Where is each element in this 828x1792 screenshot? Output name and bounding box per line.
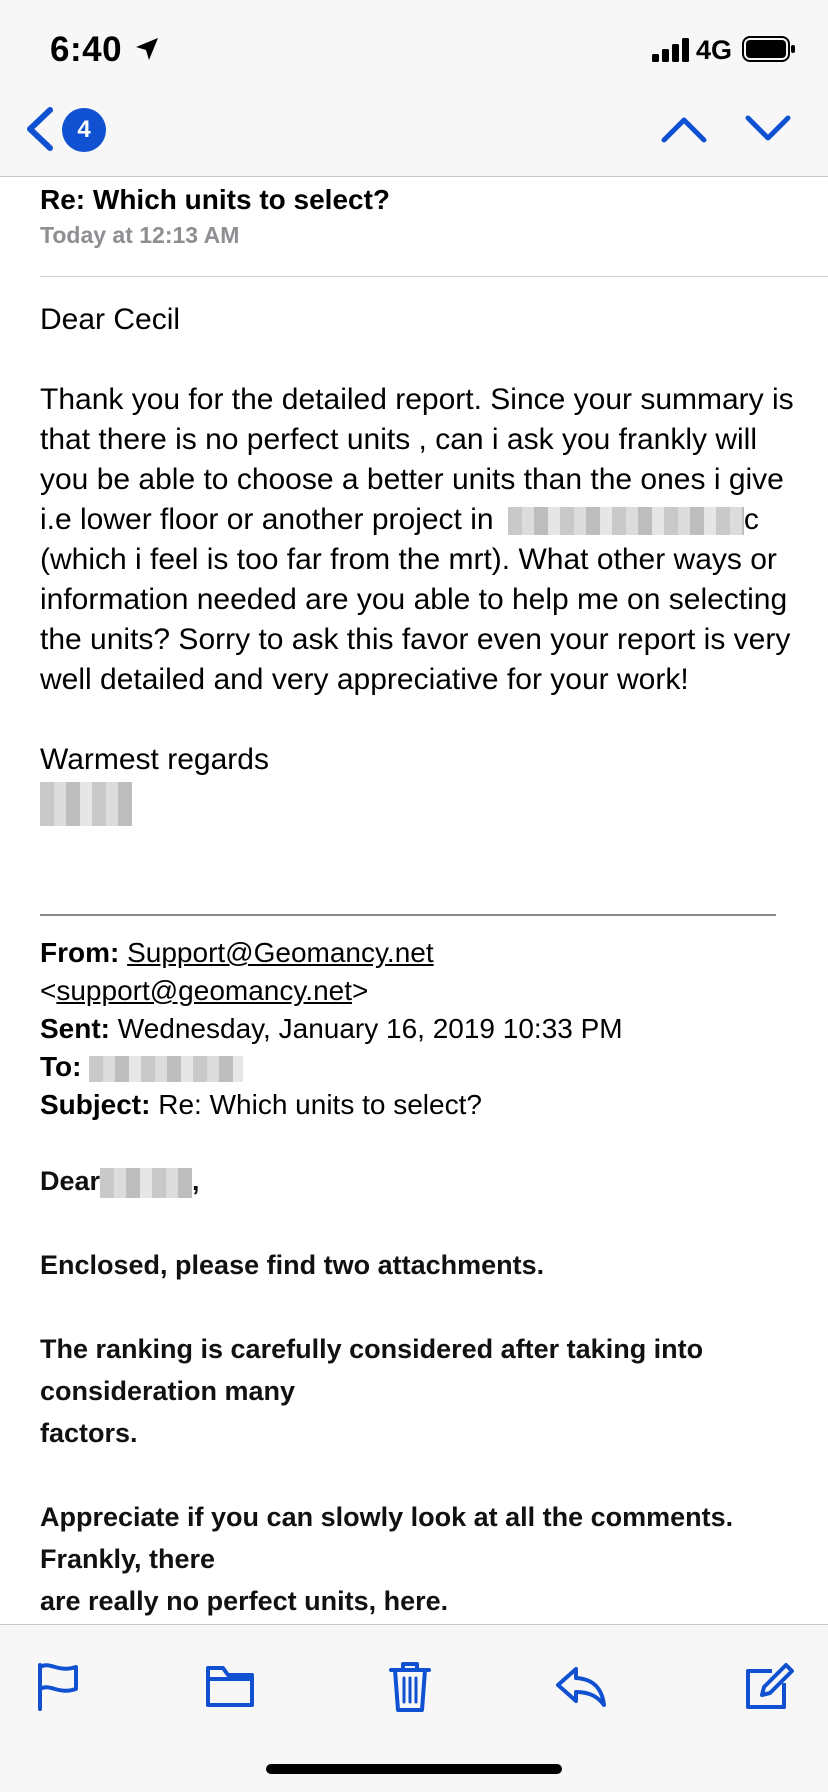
back-chevron-icon[interactable] (22, 106, 56, 152)
quoted-line-comments (40, 1496, 800, 1622)
ranking-text-cont: factors. (40, 1418, 138, 1448)
sent-value: Wednesday, January 16, 2019 10:33 PM (117, 1013, 623, 1044)
message-subject: Re: Which units to select? (40, 184, 391, 215)
ranking-text: The ranking is carefully considered after taking into consideration many (40, 1334, 704, 1406)
top-bar (0, 0, 828, 177)
reply-icon[interactable] (554, 1659, 608, 1713)
quoted-greeting: Dear , (40, 1166, 200, 1196)
quoted-from-email-row: <support@geomancy.net> (40, 975, 369, 1006)
network-type: 4G (696, 35, 733, 65)
comments-text-cont: are really no perfect units, here. (40, 1586, 449, 1616)
cellular-signal-icon (652, 38, 692, 62)
quoted-body (40, 1160, 800, 1664)
quoted-to-row (40, 1048, 800, 1086)
home-indicator[interactable] (266, 1764, 562, 1774)
redacted-sender-name (40, 782, 132, 826)
paragraph-text-end: c (which i feel is too far from the mrt). What other ways or information needed are you able to help me on selecting the units? Sorry to ask this favor even your report is very well detailed and very appreciative for your work! (40, 503, 791, 696)
subject-value: Re: Which units to select? (158, 1089, 482, 1120)
message-paragraph (40, 380, 800, 700)
location-arrow-icon (134, 36, 160, 62)
quoted-line-ranking (40, 1328, 800, 1454)
from-email-link[interactable]: support@geomancy.net (56, 975, 352, 1006)
battery-icon (742, 36, 796, 62)
flag-icon[interactable] (32, 1659, 86, 1713)
redacted-recipient (89, 1056, 243, 1082)
message-signoff: Warmest regards (40, 743, 269, 776)
status-time: 6:40 (50, 30, 123, 69)
message-date: Today at 12:13 AM (40, 222, 240, 248)
quoted-sent-row (40, 1010, 800, 1048)
header-divider (40, 276, 828, 277)
quoted-subject-row (40, 1086, 800, 1124)
message-body (40, 300, 800, 826)
to-label: To: (40, 1051, 82, 1082)
next-message-chevron-down-icon[interactable] (744, 112, 792, 146)
message-greeting: Dear Cecil (40, 303, 181, 336)
previous-message-chevron-up-icon[interactable] (660, 112, 708, 146)
quote-separator (40, 914, 776, 916)
quoted-greeting-text: Dear (40, 1166, 101, 1196)
sent-label: Sent: (40, 1013, 110, 1044)
from-label: From: (40, 937, 120, 968)
paragraph-text-start: Thank you for the detailed report. Since your summary is that there is no perfect units , can i ask you frankly will you be able to choose a better units than the ones i give i.e lower floor or another project in (40, 383, 794, 536)
subject-label: Subject: (40, 1089, 151, 1120)
compose-icon[interactable] (742, 1659, 796, 1713)
comments-text: Appreciate if you can slowly look at all the comments. Frankly, there (40, 1502, 734, 1574)
quoted-header (40, 934, 800, 1124)
redacted-recipient-name (100, 1168, 192, 1198)
unread-count-badge[interactable]: 4 (62, 108, 106, 152)
trash-icon[interactable] (383, 1659, 437, 1713)
folder-icon[interactable] (203, 1659, 257, 1713)
quoted-from-row (40, 934, 800, 972)
redacted-text (508, 507, 744, 535)
quoted-line-attachments: Enclosed, please find two attachments. (40, 1250, 545, 1280)
from-name-link[interactable]: Support@Geomancy.net (127, 937, 434, 968)
